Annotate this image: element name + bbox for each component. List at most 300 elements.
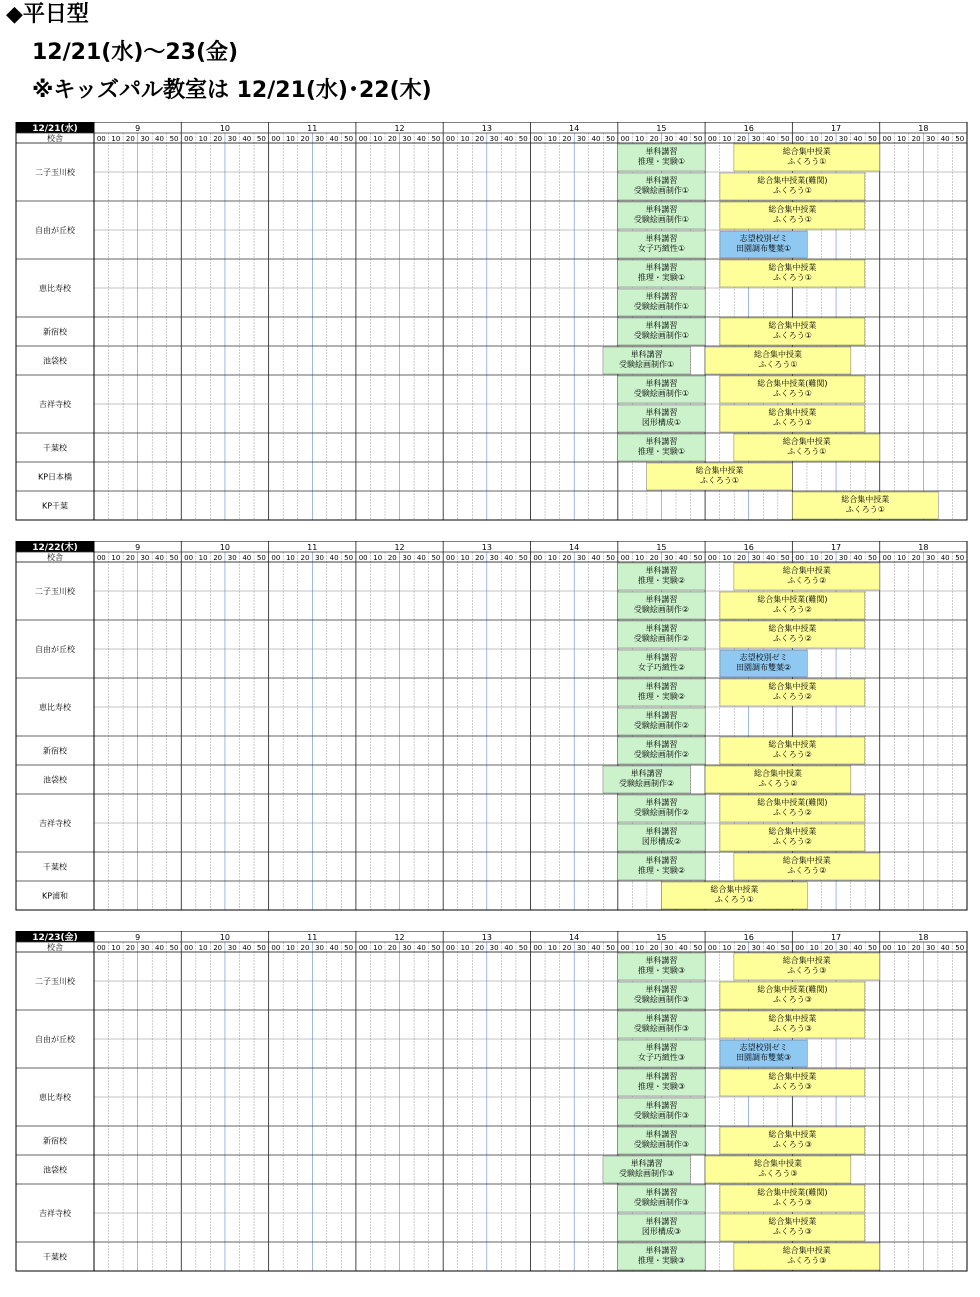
school-name: KP千葉 xyxy=(41,501,69,511)
minute-label: 40 xyxy=(591,944,601,952)
event-label: 総合集中授業 xyxy=(768,1217,817,1226)
minute-label: 20 xyxy=(562,944,572,952)
event-label: 総合集中授業 xyxy=(768,263,817,272)
schedule-event xyxy=(720,621,865,648)
event-label: 推理・実験③ xyxy=(637,1256,686,1265)
event-label: 総合集中授業 xyxy=(841,495,890,504)
minute-label: 30 xyxy=(227,554,237,562)
minute-label: 00 xyxy=(707,554,717,562)
minute-label: 30 xyxy=(576,135,586,143)
minute-label: 10 xyxy=(373,135,383,143)
event-label: ふくろう③ xyxy=(787,966,827,975)
event-label: 総合集中授業(難関) xyxy=(757,595,828,604)
hour-label: 18 xyxy=(918,124,929,133)
minute-label: 20 xyxy=(649,135,659,143)
minute-label: 40 xyxy=(678,554,688,562)
schedule-event xyxy=(618,173,705,200)
minute-label: 40 xyxy=(155,135,164,143)
minute-label: 30 xyxy=(751,944,761,952)
schedule-table-day-1 xyxy=(0,122,968,528)
minute-label: 10 xyxy=(285,135,295,143)
event-label: 総合集中授業 xyxy=(753,1159,802,1168)
minute-label: 00 xyxy=(271,554,281,562)
event-label: 単科講習 xyxy=(645,740,678,749)
minute-label: 50 xyxy=(606,944,615,952)
event-label: ふくろう① xyxy=(714,895,754,904)
event-label: 女子巧緻性② xyxy=(637,663,686,672)
minute-label: 10 xyxy=(635,944,645,952)
minute-label: 20 xyxy=(649,554,659,562)
event-label: 受験絵画制作② xyxy=(633,605,690,614)
schedule-event xyxy=(603,347,690,374)
schedule-event xyxy=(618,202,705,229)
minute-label: 40 xyxy=(853,554,863,562)
minute-label: 30 xyxy=(402,944,412,952)
event-label: 総合集中授業 xyxy=(768,1072,817,1081)
minute-label: 30 xyxy=(664,554,674,562)
minute-label: 20 xyxy=(125,944,135,952)
minute-label: 50 xyxy=(693,135,703,143)
minute-label: 00 xyxy=(882,135,892,143)
schedule-event xyxy=(720,824,865,851)
event-label: 総合集中授業 xyxy=(768,682,817,691)
event-label: 受験絵画制作① xyxy=(619,360,675,369)
minute-label: 00 xyxy=(707,135,717,143)
event-label: ふくろう② xyxy=(758,779,798,788)
minute-label: 20 xyxy=(125,135,135,143)
minute-label: 10 xyxy=(198,944,208,952)
minute-label: 10 xyxy=(285,944,295,952)
event-label: 推理・実験① xyxy=(637,447,686,456)
event-label: 総合集中授業 xyxy=(782,437,831,446)
hour-label: 16 xyxy=(743,543,754,552)
hour-label: 17 xyxy=(830,543,842,552)
event-label: 単科講習 xyxy=(630,769,663,778)
schedule-event xyxy=(618,1127,705,1154)
schedule-event xyxy=(720,173,865,200)
minute-label: 10 xyxy=(809,554,819,562)
event-label: ふくろう③ xyxy=(772,1227,812,1236)
minute-label: 30 xyxy=(227,944,237,952)
schedule-event xyxy=(720,1069,865,1096)
minute-label: 10 xyxy=(897,554,906,562)
school-name: 吉祥寺校 xyxy=(39,400,71,409)
schedule-event xyxy=(618,1243,705,1270)
schedule-event xyxy=(618,621,705,648)
minute-label: 10 xyxy=(547,554,557,562)
minute-label: 50 xyxy=(867,554,877,562)
event-label: 総合集中授業 xyxy=(768,321,817,330)
event-label: 単科講習 xyxy=(645,205,678,214)
minute-label: 10 xyxy=(111,554,121,562)
event-label: 総合集中授業(難関) xyxy=(757,379,828,388)
event-label: 単科講習 xyxy=(645,1072,678,1081)
event-label: 受験絵画制作③ xyxy=(633,995,690,1004)
event-label: ふくろう① xyxy=(845,505,885,514)
event-label: 単科講習 xyxy=(645,1217,678,1226)
event-label: 推理・実験① xyxy=(637,273,686,282)
event-label: 総合集中授業 xyxy=(782,147,831,156)
date-label: 12/22(木) xyxy=(32,543,78,553)
event-label: 単科講習 xyxy=(645,321,678,330)
schedule-event xyxy=(618,563,705,590)
schedule-event xyxy=(720,1214,865,1241)
minute-label: 40 xyxy=(591,554,601,562)
hour-label: 11 xyxy=(307,124,318,133)
hour-label: 12 xyxy=(394,124,405,133)
schedule-event xyxy=(720,260,865,287)
schedule-table-day-3 xyxy=(0,931,968,1279)
minute-label: 10 xyxy=(373,944,383,952)
hour-label: 13 xyxy=(481,543,492,552)
minute-label: 40 xyxy=(155,554,164,562)
minute-label: 20 xyxy=(213,554,223,562)
minute-label: 20 xyxy=(824,554,834,562)
minute-label: 00 xyxy=(96,554,106,562)
hour-label: 10 xyxy=(219,933,231,942)
schedule-event xyxy=(720,592,865,619)
minute-label: 50 xyxy=(693,944,703,952)
minute-label: 50 xyxy=(780,135,790,143)
event-label: 総合集中授業 xyxy=(710,885,759,894)
minute-label: 40 xyxy=(242,135,252,143)
minute-label: 20 xyxy=(125,554,135,562)
minute-label: 20 xyxy=(387,554,397,562)
hour-label: 9 xyxy=(135,543,141,552)
event-label: 受験絵画制作① xyxy=(633,215,690,224)
hour-label: 14 xyxy=(569,124,580,133)
event-label: 単科講習 xyxy=(645,147,678,156)
event-label: 総合集中授業 xyxy=(782,856,831,865)
school-name: 池袋校 xyxy=(43,1165,67,1175)
hour-label: 11 xyxy=(307,933,318,942)
minute-label: 00 xyxy=(446,554,455,562)
minute-label: 20 xyxy=(475,135,485,143)
date-label: 12/23(金) xyxy=(32,933,78,943)
minute-label: 10 xyxy=(460,944,470,952)
minute-label: 20 xyxy=(911,944,921,952)
schedule-event xyxy=(720,405,865,432)
minute-label: 20 xyxy=(387,135,397,143)
event-label: 田園調布雙葉③ xyxy=(736,1053,792,1062)
minute-label: 20 xyxy=(300,554,310,562)
minute-label: 50 xyxy=(955,944,965,952)
minute-label: 00 xyxy=(533,135,543,143)
minute-label: 20 xyxy=(562,554,572,562)
event-label: 推理・実験③ xyxy=(637,966,686,975)
event-label: 受験絵画制作③ xyxy=(633,1198,690,1207)
minute-label: 30 xyxy=(140,944,150,952)
hour-label: 14 xyxy=(569,543,580,552)
school-column-header: 校舎 xyxy=(47,553,63,562)
schedule-event xyxy=(720,650,807,677)
minute-label: 00 xyxy=(707,944,717,952)
event-label: ふくろう② xyxy=(772,605,812,614)
schedule-event xyxy=(792,492,938,519)
school-name: 恵比寿校 xyxy=(39,284,71,293)
minute-label: 30 xyxy=(140,135,150,143)
event-label: 女子巧緻性③ xyxy=(637,1053,686,1062)
schedule-event xyxy=(705,766,851,793)
event-label: 受験絵画制作① xyxy=(633,186,690,195)
schedule-event xyxy=(618,1214,705,1241)
event-label: 田園調布雙葉② xyxy=(736,663,792,672)
schedule-event xyxy=(720,1127,865,1154)
event-label: ふくろう① xyxy=(772,273,812,282)
event-label: 総合集中授業(難関) xyxy=(757,1188,828,1197)
event-label: 受験絵画制作① xyxy=(633,389,690,398)
minute-label: 40 xyxy=(416,135,426,143)
minute-label: 30 xyxy=(489,135,499,143)
event-label: ふくろう① xyxy=(772,389,812,398)
school-name: 千葉校 xyxy=(43,862,67,872)
minute-label: 30 xyxy=(315,554,324,562)
hour-label: 15 xyxy=(656,543,667,552)
minute-label: 00 xyxy=(184,554,194,562)
event-label: 単科講習 xyxy=(645,856,678,865)
minute-label: 10 xyxy=(198,554,208,562)
event-label: ふくろう② xyxy=(787,576,827,585)
schedule-event xyxy=(720,795,865,822)
school-name: 恵比寿校 xyxy=(39,1093,71,1102)
minute-label: 20 xyxy=(562,135,572,143)
minute-label: 10 xyxy=(809,135,819,143)
school-name: 恵比寿校 xyxy=(39,703,71,712)
event-label: 受験絵画制作② xyxy=(633,634,690,643)
minute-label: 10 xyxy=(460,554,470,562)
minute-label: 30 xyxy=(751,135,761,143)
event-label: 単科講習 xyxy=(645,595,678,604)
school-name: KP浦和 xyxy=(41,891,69,901)
schedule-event xyxy=(618,679,705,706)
minute-label: 40 xyxy=(242,554,252,562)
minute-label: 20 xyxy=(911,554,921,562)
page-title: ◆平日型 xyxy=(6,2,89,27)
minute-label: 00 xyxy=(358,135,368,143)
event-label: 推理・実験② xyxy=(637,866,686,875)
event-label: 受験絵画制作① xyxy=(633,302,690,311)
minute-label: 40 xyxy=(940,135,950,143)
event-label: 単科講習 xyxy=(645,624,678,633)
minute-label: 30 xyxy=(489,554,499,562)
school-name: 自由が丘校 xyxy=(35,1035,75,1044)
hour-label: 15 xyxy=(656,933,667,942)
event-label: 単科講習 xyxy=(645,408,678,417)
schedule-event xyxy=(720,202,865,229)
minute-label: 30 xyxy=(751,554,761,562)
minute-label: 50 xyxy=(780,554,790,562)
schedule-event xyxy=(720,318,865,345)
minute-label: 40 xyxy=(853,135,863,143)
event-label: 単科講習 xyxy=(645,566,678,575)
schedule-event xyxy=(618,434,705,461)
event-label: ふくろう③ xyxy=(787,1256,827,1265)
minute-label: 00 xyxy=(620,944,630,952)
schedule-event xyxy=(618,231,705,258)
schedule-event xyxy=(603,1156,690,1183)
event-label: 総合集中授業(難関) xyxy=(757,798,828,807)
schedule-event xyxy=(647,463,793,490)
minute-label: 00 xyxy=(96,944,106,952)
minute-label: 00 xyxy=(184,944,194,952)
event-label: ふくろう② xyxy=(772,837,812,846)
schedule-event xyxy=(603,766,690,793)
minute-label: 20 xyxy=(475,944,485,952)
minute-label: 00 xyxy=(795,554,805,562)
minute-label: 50 xyxy=(431,944,441,952)
minute-label: 50 xyxy=(780,944,790,952)
event-label: 総合集中授業(難関) xyxy=(757,985,828,994)
minute-label: 10 xyxy=(460,135,470,143)
event-label: 総合集中授業(難関) xyxy=(757,176,828,185)
event-label: 総合集中授業 xyxy=(695,466,744,475)
event-label: 単科講習 xyxy=(645,985,678,994)
minute-label: 50 xyxy=(518,554,528,562)
minute-label: 50 xyxy=(344,944,354,952)
event-label: 単科講習 xyxy=(645,292,678,301)
minute-label: 50 xyxy=(606,135,615,143)
minute-label: 30 xyxy=(664,944,674,952)
minute-label: 00 xyxy=(358,944,368,952)
school-name: 二子玉川校 xyxy=(35,168,75,177)
event-label: 単科講習 xyxy=(630,350,663,359)
minute-label: 40 xyxy=(940,944,950,952)
minute-label: 40 xyxy=(766,554,776,562)
event-label: ふくろう① xyxy=(787,447,827,456)
schedule-event xyxy=(618,289,705,316)
hour-label: 13 xyxy=(481,933,492,942)
event-label: ふくろう③ xyxy=(758,1169,798,1178)
event-label: 推理・実験③ xyxy=(637,1082,686,1091)
school-name: 自由が丘校 xyxy=(35,645,75,654)
event-label: 単科講習 xyxy=(645,1130,678,1139)
minute-label: 40 xyxy=(766,135,776,143)
minute-label: 50 xyxy=(867,944,877,952)
minute-label: 20 xyxy=(824,944,834,952)
event-label: ふくろう① xyxy=(758,360,798,369)
hour-label: 14 xyxy=(569,933,580,942)
minute-label: 20 xyxy=(737,135,746,143)
minute-label: 30 xyxy=(489,944,499,952)
minute-label: 10 xyxy=(111,135,121,143)
school-name: 池袋校 xyxy=(43,775,67,785)
event-label: 総合集中授業 xyxy=(753,769,802,778)
schedule-event xyxy=(734,434,880,461)
minute-label: 40 xyxy=(678,135,688,143)
minute-label: 10 xyxy=(547,944,557,952)
minute-label: 40 xyxy=(853,944,863,952)
event-label: 単科講習 xyxy=(645,798,678,807)
event-label: 受験絵画制作② xyxy=(633,721,690,730)
minute-label: 20 xyxy=(824,135,834,143)
schedule-event xyxy=(705,347,851,374)
event-label: 単科講習 xyxy=(645,956,678,965)
minute-label: 30 xyxy=(227,135,237,143)
minute-label: 00 xyxy=(795,135,805,143)
minute-label: 50 xyxy=(518,944,528,952)
hour-label: 13 xyxy=(481,124,492,133)
minute-label: 10 xyxy=(722,135,732,143)
event-label: 推理・実験② xyxy=(637,692,686,701)
schedule-event xyxy=(720,737,865,764)
schedule-event xyxy=(618,1098,705,1125)
event-label: 単科講習 xyxy=(645,379,678,388)
minute-label: 30 xyxy=(926,944,936,952)
hour-label: 15 xyxy=(656,124,667,133)
minute-label: 50 xyxy=(431,554,441,562)
school-column-header: 校舎 xyxy=(47,943,63,952)
minute-label: 20 xyxy=(911,135,921,143)
minute-label: 40 xyxy=(416,554,426,562)
schedule-event xyxy=(720,982,865,1009)
hour-label: 17 xyxy=(830,124,842,133)
minute-label: 30 xyxy=(315,944,324,952)
minute-label: 30 xyxy=(140,554,150,562)
minute-label: 20 xyxy=(649,944,659,952)
date-range-heading: 12/21(水)～23(金) xyxy=(32,40,239,65)
event-label: ふくろう② xyxy=(772,808,812,817)
event-label: 受験絵画制作③ xyxy=(633,1111,690,1120)
event-label: ふくろう① xyxy=(772,186,812,195)
hour-label: 11 xyxy=(307,543,318,552)
minute-label: 10 xyxy=(111,944,121,952)
minute-label: 30 xyxy=(402,554,412,562)
event-label: ふくろう② xyxy=(772,634,812,643)
hour-label: 16 xyxy=(743,124,754,133)
schedule-event xyxy=(618,405,705,432)
minute-label: 30 xyxy=(838,554,848,562)
schedule-event xyxy=(618,708,705,735)
minute-label: 20 xyxy=(300,944,310,952)
minute-label: 20 xyxy=(213,135,223,143)
schedule-event xyxy=(618,650,705,677)
schedule-event xyxy=(705,1156,851,1183)
school-name: 二子玉川校 xyxy=(35,977,75,986)
schedule-event xyxy=(618,260,705,287)
minute-label: 00 xyxy=(795,944,805,952)
minute-label: 20 xyxy=(737,554,746,562)
minute-label: 10 xyxy=(635,554,645,562)
schedule-event xyxy=(618,1011,705,1038)
school-name: 二子玉川校 xyxy=(35,587,75,596)
minute-label: 50 xyxy=(431,135,441,143)
event-label: 総合集中授業 xyxy=(782,956,831,965)
event-label: 図形構成① xyxy=(641,418,682,427)
school-name: 新宿校 xyxy=(43,746,67,756)
hour-label: 12 xyxy=(394,933,405,942)
minute-label: 40 xyxy=(329,135,339,143)
event-label: 田園調布雙葉① xyxy=(736,244,792,253)
event-label: ふくろう① xyxy=(772,331,812,340)
event-label: 推理・実験① xyxy=(637,157,686,166)
minute-label: 40 xyxy=(678,944,688,952)
hour-label: 10 xyxy=(219,124,231,133)
event-label: 志望校別ゼミ xyxy=(739,1043,788,1052)
minute-label: 50 xyxy=(344,135,354,143)
minute-label: 30 xyxy=(402,135,412,143)
minute-label: 20 xyxy=(300,135,310,143)
minute-label: 40 xyxy=(329,944,339,952)
minute-label: 10 xyxy=(198,135,208,143)
event-label: 単科講習 xyxy=(630,1159,663,1168)
event-label: 単科講習 xyxy=(645,263,678,272)
hour-label: 18 xyxy=(918,543,929,552)
minute-label: 50 xyxy=(955,554,965,562)
minute-label: 50 xyxy=(169,135,179,143)
school-name: 自由が丘校 xyxy=(35,226,75,235)
schedule-event xyxy=(734,953,880,980)
event-label: 単科講習 xyxy=(645,1246,678,1255)
